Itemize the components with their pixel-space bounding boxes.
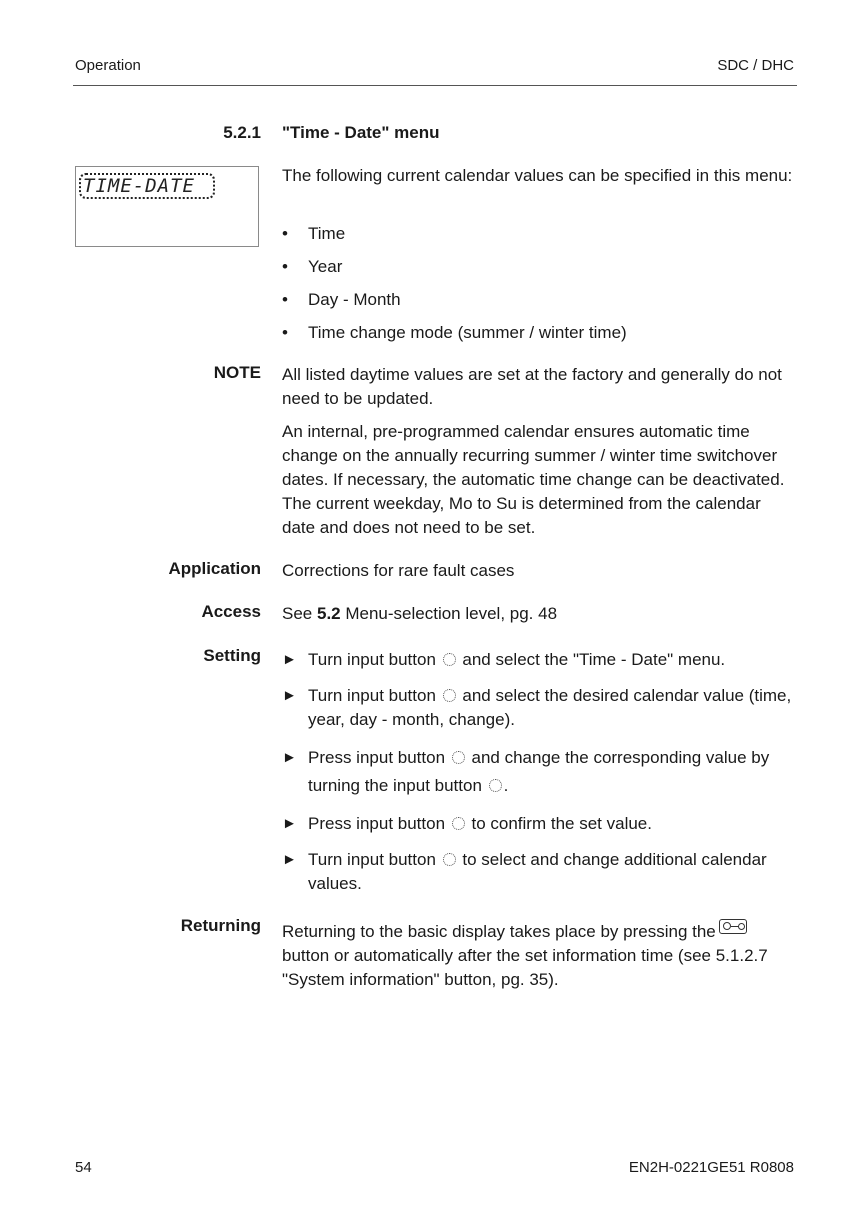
setting-steps — [282, 648, 797, 908]
list-item: • Time — [282, 224, 346, 243]
application-label: Application — [168, 559, 261, 578]
header-divider — [73, 85, 797, 86]
access-label: Access — [201, 602, 261, 621]
list-item: • Day - Month — [282, 290, 401, 309]
note-para-2: An internal, pre-programmed calendar ensures automatic time change on the annually recurring summer / winter time switchover dates. If necessary, the automatic time change can be deactivated. The current weekday, Mo to Su is determined from the calendar date and does not need to be set. — [282, 422, 785, 537]
arrow-icon: ► — [282, 651, 297, 668]
returning-text: Returning to the basic display takes place by pressing the button or automatically after the set information time (see 5.1.2.7 "System information" button, pg. 35). — [282, 919, 797, 992]
application-text: Corrections for rare fault cases — [282, 561, 515, 580]
setting-label: Setting — [203, 646, 261, 665]
step-item: ► Press input button and change the corresponding value by turning the input button . — [282, 744, 797, 800]
calendar-values-list — [282, 222, 797, 354]
input-button-icon — [452, 751, 465, 764]
input-button-icon — [452, 817, 465, 830]
step-item: ► Press input button to confirm the set value. — [282, 812, 797, 836]
step-item: ► Turn input button and select the desired calendar value (time, year, day - month, change). — [282, 686, 792, 729]
header-product: SDC / DHC — [717, 57, 794, 74]
section-title: "Time - Date" menu — [282, 123, 440, 142]
returning-label: Returning — [180, 916, 261, 935]
arrow-icon: ► — [282, 687, 297, 704]
step-item: ► Turn input button and select the "Time - Date" menu. — [282, 648, 797, 672]
note-para-1: All listed daytime values are set at the factory and generally do not need to be updated. — [282, 365, 782, 408]
header-section: Operation — [75, 57, 141, 74]
lcd-display — [75, 166, 259, 247]
arrow-icon: ► — [282, 749, 297, 766]
info-key-icon — [719, 919, 747, 934]
arrow-icon: ► — [282, 815, 297, 832]
page-number: 54 — [75, 1159, 92, 1176]
list-item: • Year — [282, 257, 343, 276]
input-button-icon — [443, 653, 456, 666]
intro-text: The following current calendar values can be specified in this menu: — [282, 166, 793, 185]
input-button-icon — [443, 689, 456, 702]
access-text: See 5.2 Menu-selection level, pg. 48 — [282, 604, 558, 623]
list-item: • Time change mode (summer / winter time) — [282, 323, 627, 342]
section-number: 5.2.1 — [223, 123, 261, 142]
input-button-icon — [489, 779, 502, 792]
arrow-icon: ► — [282, 851, 297, 868]
note-label: NOTE — [213, 363, 261, 382]
input-button-icon — [443, 853, 456, 866]
step-item: ► Turn input button to select and change additional calendar values. — [282, 850, 767, 893]
document-code: EN2H-0221GE51 R0808 — [628, 1159, 794, 1176]
lcd-text: TIME-DATE — [79, 173, 215, 199]
